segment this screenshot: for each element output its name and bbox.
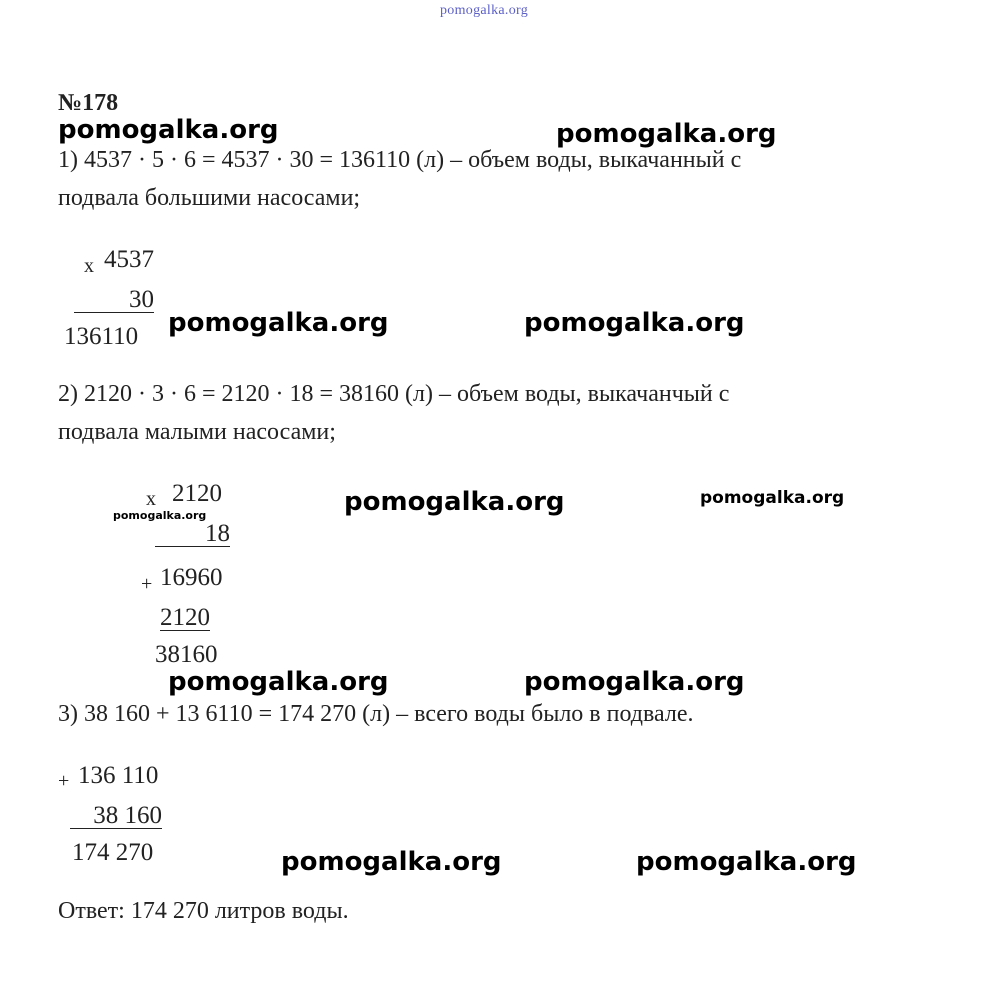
calc-operand: 4537 [104, 246, 154, 273]
calc-operand: 38 160 [70, 803, 162, 829]
calc-operand: 136 110 [78, 762, 159, 789]
watermark: pomogalka.org [524, 667, 745, 697]
step1-line1: 1) 4537 · 5 · 6 = 4537 · 30 = 136110 (л) – объем воды, выкачанный с [58, 147, 742, 173]
step1-line2: подвала большими насосами; [58, 185, 361, 211]
plus-sign: + [58, 770, 70, 792]
watermark: pomogalka.org [700, 488, 845, 508]
watermark: pomogalka.org [344, 487, 565, 517]
watermark: pomogalka.org [168, 308, 389, 338]
step3-line1: 3) 38 160 + 13 6110 = 174 270 (л) – всего воды было в подвале. [58, 701, 694, 727]
watermark: pomogalka.org [168, 667, 389, 697]
watermark: pomogalka.org [556, 119, 777, 149]
watermark: pomogalka.org [636, 847, 857, 877]
multiply-sign: x [84, 255, 94, 277]
calc-operand: 18 [155, 521, 230, 547]
watermark: pomogalka.org [524, 308, 745, 338]
step2-line1: 2) 2120 · 3 · 6 = 2120 · 18 = 38160 (л) – объем воды, выкачанчый с [58, 381, 730, 407]
calc-partial: 2120 [160, 604, 210, 631]
calc-operand: 30 [74, 287, 154, 313]
task-number: №178 [58, 90, 119, 116]
site-watermark-top: pomogalka.org [440, 3, 529, 18]
calc-operand: 2120 [172, 480, 222, 507]
calc-result: 38160 [155, 641, 218, 668]
step2-line2: подвала малыми насосами; [58, 419, 336, 445]
calc-result: 174 270 [72, 839, 154, 866]
watermark: pomogalka.org [113, 509, 207, 522]
calc-partial: 16960 [160, 564, 223, 591]
watermark: pomogalka.org [281, 847, 502, 877]
watermark: pomogalka.org [58, 115, 279, 145]
answer-line: Ответ: 174 270 литров воды. [58, 898, 349, 924]
calc-result: 136110 [64, 323, 139, 350]
multiply-sign: x [146, 488, 156, 510]
plus-sign: + [141, 573, 153, 595]
